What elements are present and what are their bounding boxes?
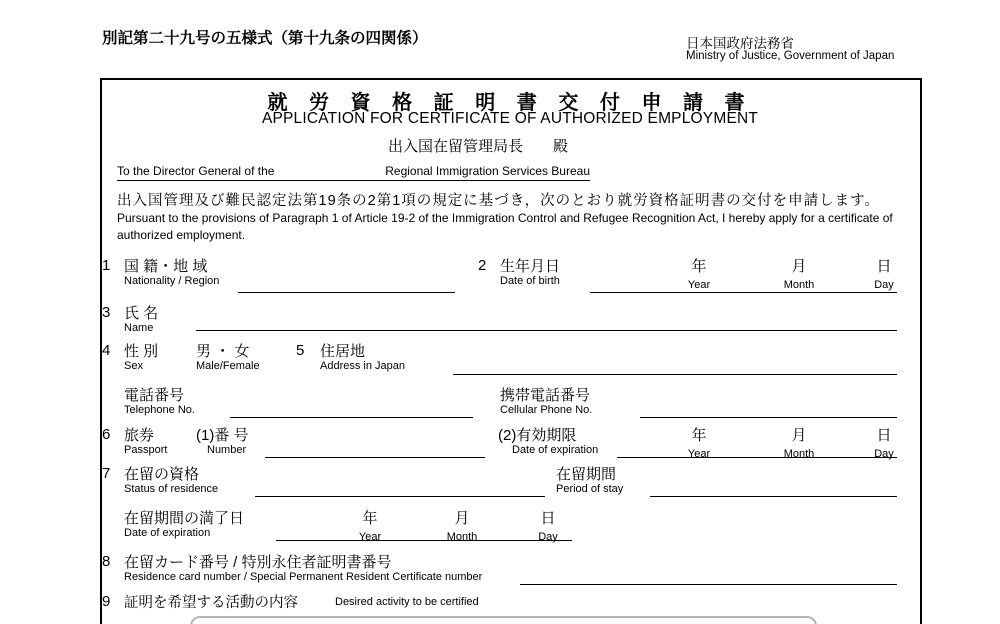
residence-card-label-en: Residence card number / Special Permanent Resident Certificate number	[124, 571, 483, 583]
passport-month-unit	[777, 424, 821, 460]
sex-options-en: Male/Female	[196, 360, 260, 372]
field-8-number: 8	[102, 553, 111, 570]
field-2-number: 2	[478, 257, 487, 274]
passport-number-input-line[interactable]	[265, 457, 485, 458]
period-label-en: Period of stay	[556, 483, 624, 495]
day-label-en: Day	[538, 531, 558, 543]
year-label-jp: 年	[691, 258, 707, 275]
activity-input-box[interactable]	[190, 616, 817, 624]
addressee-en-line	[117, 152, 590, 181]
dob-input-line[interactable]	[590, 292, 897, 293]
stay-expiry-label-jp: 在留期間の満了日	[124, 510, 245, 527]
passport-label-en: Passport	[124, 444, 168, 456]
phone-input-line[interactable]	[230, 417, 473, 418]
field-4-label-en: Sex	[124, 360, 143, 372]
field-4-number: 4	[102, 342, 111, 359]
passport-number-label-jp: (1)番 号	[196, 427, 249, 444]
period-label-jp: 在留期間	[556, 466, 617, 483]
day-label-jp: 日	[876, 427, 892, 444]
field-1-label-en: Nationality / Region	[124, 275, 220, 287]
month-label-jp: 月	[454, 510, 470, 527]
year-label-jp: 年	[362, 510, 378, 527]
passport-expiry-label-en: Date of expiration	[512, 444, 599, 456]
addressee-en-prefix: To the Director General of the	[117, 164, 275, 178]
field-6-number: 6	[102, 426, 111, 443]
activity-label-jp: 証明を希望する活動の内容	[124, 595, 298, 611]
form-title-jp: 就 労 資 格 証 明 書 交 付 申 請 書	[267, 92, 753, 114]
month-label-en: Month	[783, 448, 815, 460]
dob-year-unit	[677, 255, 721, 291]
addressee-en-bureau: Regional Immigration Services Bureau	[385, 164, 590, 178]
preamble-en: Pursuant to the provisions of Paragraph 1 of Article 19-2 of the Immigration Control and Refugee Recognition Act, I hereby apply for a certificate of authorized employment.	[117, 211, 893, 242]
status-label-jp: 在留の資格	[124, 466, 200, 483]
field-3-number: 3	[102, 304, 111, 321]
nationality-input-line[interactable]	[238, 292, 455, 293]
activity-label-en: Desired activity to be certified	[335, 596, 479, 608]
residence-card-input-line[interactable]	[520, 584, 897, 585]
name-input-line[interactable]	[196, 330, 897, 331]
passport-year-unit	[677, 424, 721, 460]
cellphone-input-line[interactable]	[640, 417, 897, 418]
month-label-jp: 月	[791, 427, 807, 444]
stay-expiry-day-unit	[526, 507, 570, 543]
residence-card-label-jp: 在留カード番号 / 特別永住者証明書番号	[124, 554, 392, 571]
stay-expiry-label-en: Date of expiration	[124, 527, 211, 539]
month-label-en: Month	[783, 279, 815, 291]
address-input-line[interactable]	[453, 374, 897, 375]
dob-day-unit	[862, 255, 906, 291]
passport-number-label-en: Number	[207, 444, 247, 456]
month-label-en: Month	[446, 531, 478, 543]
passport-label-jp: 旅券	[124, 427, 155, 444]
cellphone-label-en: Cellular Phone No.	[500, 404, 593, 416]
period-input-line[interactable]	[650, 496, 897, 497]
sex-options-jp[interactable]: 男 ・ 女	[196, 343, 250, 360]
month-label-jp: 月	[791, 258, 807, 275]
stay-expiry-input-line[interactable]	[276, 540, 572, 541]
ministry-name-en: Ministry of Justice, Government of Japan	[686, 50, 895, 62]
phone-label-jp: 電話番号	[124, 387, 185, 404]
field-4-label-jp: 性 別	[124, 343, 159, 360]
stay-expiry-year-unit	[348, 507, 392, 543]
year-label-en: Year	[358, 531, 382, 543]
passport-day-unit	[862, 424, 906, 460]
field-7-number: 7	[102, 465, 111, 482]
field-2-label-jp: 生年月日	[500, 258, 561, 275]
status-label-en: Status of residence	[124, 483, 219, 495]
field-9-number: 9	[102, 593, 111, 610]
dob-month-unit	[777, 255, 821, 291]
day-label-en: Day	[874, 279, 894, 291]
field-5-label-en: Address in Japan	[320, 360, 405, 372]
status-input-line[interactable]	[255, 496, 545, 497]
field-3-label-jp: 氏 名	[124, 305, 159, 322]
field-2-label-en: Date of birth	[500, 275, 560, 287]
stay-expiry-month-unit	[440, 507, 484, 543]
form-number-label: 別記第二十九号の五様式（第十九条の四関係）	[102, 30, 428, 47]
field-5-number: 5	[296, 342, 305, 359]
field-5-label-jp: 住居地	[320, 343, 366, 360]
year-label-jp: 年	[691, 427, 707, 444]
year-label-en: Year	[687, 448, 711, 460]
year-label-en: Year	[687, 279, 711, 291]
day-label-jp: 日	[876, 258, 892, 275]
passport-expiry-label-jp: (2)有効期限	[498, 427, 577, 444]
form-title-en: APPLICATION FOR CERTIFICATE OF AUTHORIZED EMPLOYMENT	[261, 110, 759, 127]
preamble-jp: 出入国管理及び難民認定法第19条の2第1項の規定に基づき，次のとおり就労資格証明書の交付を申請します。	[117, 193, 881, 209]
cellphone-label-jp: 携帯電話番号	[500, 387, 591, 404]
day-label-jp: 日	[540, 510, 556, 527]
field-1-number: 1	[102, 257, 111, 274]
phone-label-en: Telephone No.	[124, 404, 195, 416]
field-1-label-jp: 国 籍・地 域	[124, 258, 208, 275]
ministry-name-jp: 日本国政府法務省	[686, 36, 794, 51]
day-label-en: Day	[874, 448, 894, 460]
field-3-label-en: Name	[124, 322, 154, 334]
addressee-jp: 出入国在留管理局長 殿	[388, 138, 569, 155]
passport-expiry-input-line[interactable]	[617, 457, 897, 458]
